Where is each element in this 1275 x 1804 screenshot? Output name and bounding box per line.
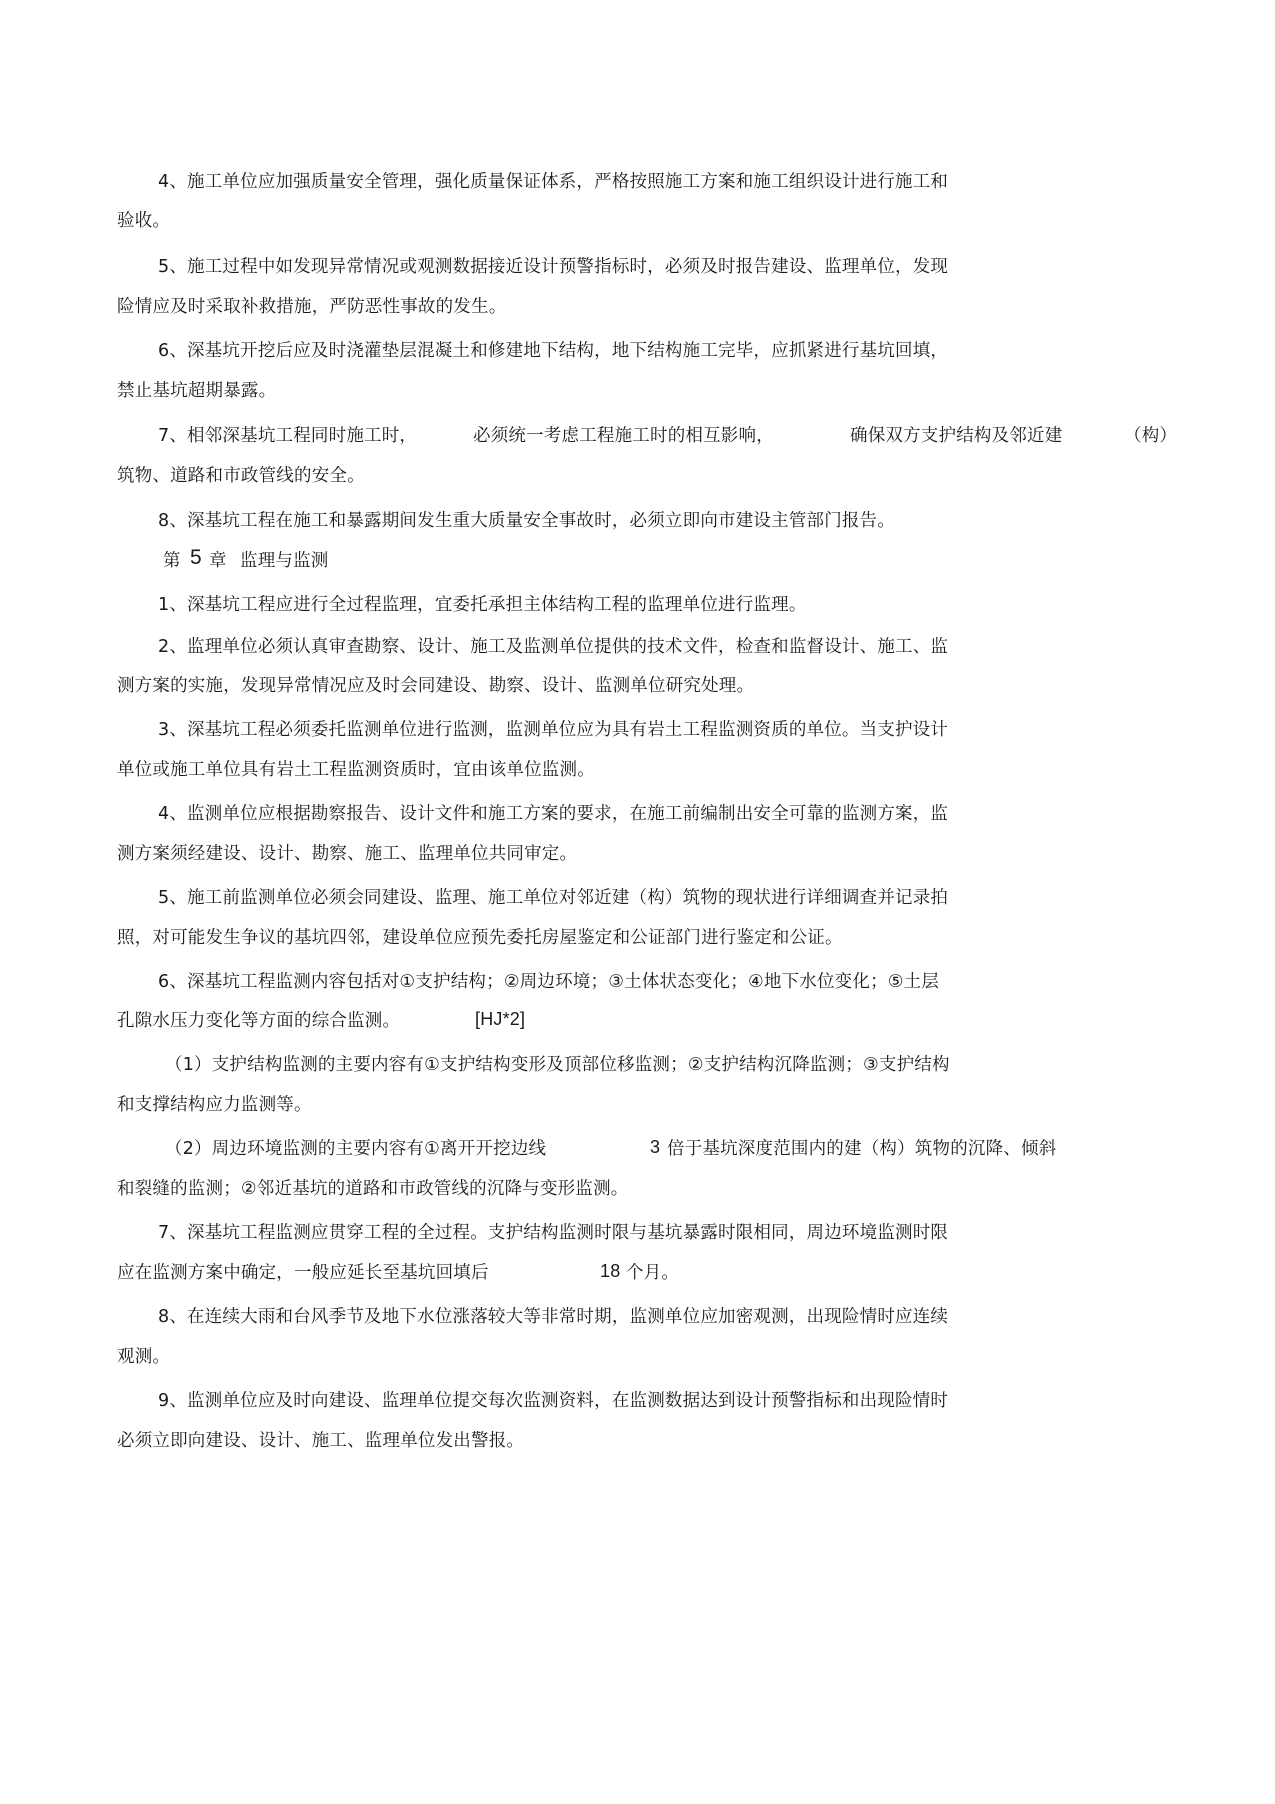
clause-6-sub-2-line-2: 和裂缝的监测；②邻近基坑的道路和市政管线的沉降与变形监测。 xyxy=(117,1179,629,1199)
clause-6-sub-1-line-1: （1）支护结构监测的主要内容有①支护结构变形及顶部位移监测；②支护结构沉降监测；③支护结构 xyxy=(165,1055,950,1075)
chapter-5-number: 5 xyxy=(190,546,202,569)
clause-3-line-1: 3、深基坑工程必须委托监测单位进行监测，监测单位应为具有岩土工程监测资质的单位。当支护设计 xyxy=(158,720,949,740)
clause-6-line-1: 6、深基坑工程监测内容包括对①支护结构；②周边环境；③土体状态变化；④地下水位变化；⑤土层 xyxy=(158,972,940,992)
paragraph-4-line-2: 验收。 xyxy=(117,211,171,231)
clause-6-sub-2-line-1b: 倍于基坑深度范围内的建（构）筑物的沉降、倾斜 xyxy=(667,1139,1057,1159)
chapter-5-prefix: 第 xyxy=(163,551,181,571)
paragraph-7-line-1a: 7、相邻深基坑工程同时施工时， xyxy=(158,426,418,446)
paragraph-5-line-1: 5、施工过程中如发现异常情况或观测数据接近设计预警指标时，必须及时报告建设、监理单位，发现 xyxy=(158,257,949,277)
clause-4-line-1: 4、监测单位应根据勘察报告、设计文件和施工方案的要求，在施工前编制出安全可靠的监测方案，监 xyxy=(158,804,949,824)
paragraph-7-line-2: 筑物、道路和市政管线的安全。 xyxy=(117,466,365,486)
clause-8-line-2: 观测。 xyxy=(117,1347,171,1367)
clause-6-sub-2-line-1a: （2）周边环境监测的主要内容有①离开开挖边线 xyxy=(165,1139,547,1159)
clause-6-sub-1-line-2: 和支撑结构应力监测等。 xyxy=(117,1095,312,1115)
chapter-5-suffix: 章 xyxy=(209,551,227,571)
paragraph-6-line-2: 禁止基坑超期暴露。 xyxy=(117,381,277,401)
paragraph-7-line-1b: 必须统一考虑工程施工时的相互影响， xyxy=(473,426,774,446)
chapter-5-title: 监理与监测 xyxy=(240,551,329,571)
clause-7-months-number: 18 xyxy=(600,1261,621,1281)
paragraph-4-line-1: 4、施工单位应加强质量安全管理，强化质量保证体系，严格按照施工方案和施工组织设计进行施工和 xyxy=(158,172,949,192)
clause-1-line-1: 1、深基坑工程应进行全过程监理，宜委托承担主体结构工程的监理单位进行监理。 xyxy=(158,595,807,615)
clause-9-line-2: 必须立即向建设、设计、施工、监理单位发出警报。 xyxy=(117,1431,525,1451)
paragraph-7-line-1d: （构） xyxy=(1124,426,1178,446)
clause-7-line-1: 7、深基坑工程监测应贯穿工程的全过程。支护结构监测时限与基坑暴露时限相同，周边环境监测时限 xyxy=(158,1223,949,1243)
clause-7-line-2b: 个月。 xyxy=(626,1263,680,1283)
paragraph-6-line-1: 6、深基坑开挖后应及时浇灌垫层混凝土和修建地下结构，地下结构施工完毕，应抓紧进行基坑回填， xyxy=(158,341,949,361)
clause-6-sub-2-number: 3 xyxy=(650,1137,661,1157)
clause-2-line-2: 测方案的实施，发现异常情况应及时会同建设、勘察、设计、监测单位研究处理。 xyxy=(117,676,755,696)
clause-3-line-2: 单位或施工单位具有岩土工程监测资质时，宜由该单位监测。 xyxy=(117,760,595,780)
clause-2-line-1: 2、监理单位必须认真审查勘察、设计、施工及监测单位提供的技术文件，检查和监督设计、施工、监 xyxy=(158,637,949,657)
paragraph-5-line-2: 险情应及时采取补救措施，严防恶性事故的发生。 xyxy=(117,297,507,317)
clause-5-line-1: 5、施工前监测单位必须会同建设、监理、施工单位对邻近建（构）筑物的现状进行详细调查并记录拍 xyxy=(158,888,949,908)
clause-7-line-2a: 应在监测方案中确定，一般应延长至基坑回填后 xyxy=(117,1263,489,1283)
paragraph-7-line-1c: 确保双方支护结构及邻近建 xyxy=(850,426,1063,446)
paragraph-8-line-1: 8、深基坑工程在施工和暴露期间发生重大质量安全事故时，必须立即向市建设主管部门报告。 xyxy=(158,511,896,531)
clause-9-line-1: 9、监测单位应及时向建设、监理单位提交每次监测资料，在监测数据达到设计预警指标和出现险情时 xyxy=(158,1391,949,1411)
clause-6-line-2: 孔隙水压力变化等方面的综合监测。 xyxy=(117,1011,401,1031)
clause-8-line-1: 8、在连续大雨和台风季节及地下水位涨落较大等非常时期，监测单位应加密观测，出现险情时应连续 xyxy=(158,1307,949,1327)
clause-4-line-2: 测方案须经建设、设计、勘察、施工、监理单位共同审定。 xyxy=(117,844,578,864)
clause-6-marker: [HJ*2] xyxy=(475,1009,526,1029)
clause-5-line-2: 照，对可能发生争议的基坑四邻，建设单位应预先委托房屋鉴定和公证部门进行鉴定和公证。 xyxy=(117,928,843,948)
